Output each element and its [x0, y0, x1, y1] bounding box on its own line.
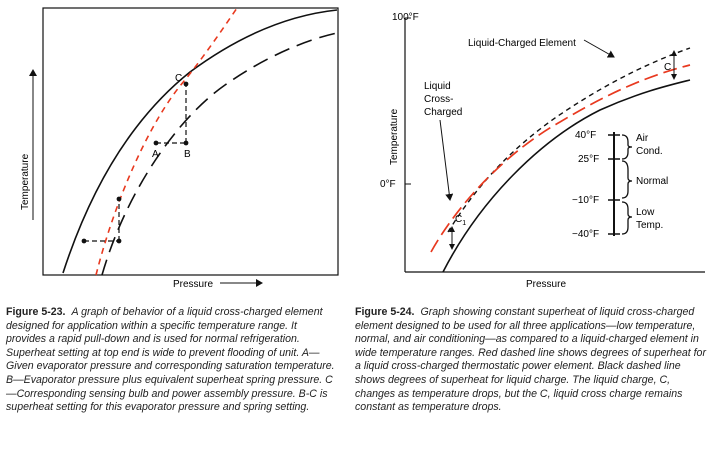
scale-brace-normal	[622, 161, 632, 198]
right-x-axis-label: Pressure	[526, 279, 567, 290]
left-x-axis-label: Pressure	[173, 279, 214, 290]
left-lower-point-1	[82, 239, 87, 244]
right-label-c: C	[664, 62, 672, 73]
right-figure	[380, 12, 705, 290]
right-liquid-charged-leader	[584, 40, 614, 57]
right-label-cross-2: Cross-	[424, 94, 454, 105]
left-black-dashed-curve	[102, 33, 337, 275]
left-point-c	[184, 82, 189, 87]
left-lower-point-3	[117, 197, 122, 202]
right-cross-charged-leader	[440, 120, 450, 200]
right-label-cross-3: Charged	[424, 107, 463, 118]
right-label-c1: $C_1$	[455, 214, 467, 227]
right-y-top-label: 100°F	[392, 12, 419, 23]
scale-label-40: 40°F	[575, 130, 597, 141]
left-caption-text: A graph of behavior of a liquid cross-charged element designed for application within a specific temperature range. It provides a rapid pull-down and is used for normal refrigeration. Superheat setting at top end is wide to prevent flooding of unit. A—Given evaporator pressure and corresponding saturation temperature. B—Evaporator pressure plus equivalent superheat spring pressure. C—Corresponding sensing bulb and power assembly pressure. B-C is superheat setting for this evaporator pressure and spring setting.	[6, 306, 335, 414]
right-y-zero-label: 0°F	[380, 179, 396, 190]
left-point-a	[154, 141, 159, 146]
left-figure-caption	[6, 306, 336, 415]
left-label-b: B	[184, 149, 191, 160]
scale-label-air-1: Air	[636, 133, 649, 144]
left-y-axis-label: Temperature	[20, 153, 31, 210]
scale-label-25: 25°F	[578, 154, 600, 165]
right-caption-text: Graph showing constant superheat of liquid cross-charged element designed to be used for all three applications—low temperature, normal, and air conditioning—as compared to a liquid-charged element in wide temperature ranges. Red dashed line shows degrees of superheat for a liquid cross-charged thermostatic power element. Black dashed line shows degrees of superheat for liquid charge. The liquid charge, C, changes as temperature drops, but the C, liquid cross charge remains constant as temperature drops.	[355, 306, 706, 414]
right-c1-arrow-bottom	[449, 244, 455, 250]
scale-label-low-1: Low	[636, 207, 655, 218]
right-c-arrow-bottom	[671, 74, 677, 80]
scale-label-low-2: Temp.	[636, 220, 664, 231]
scale-brace-air	[622, 135, 632, 159]
right-caption-number: Figure 5-24.	[355, 306, 415, 318]
scale-label-air-2: Cond.	[636, 146, 663, 157]
left-plot-frame	[43, 8, 338, 275]
right-label-cross-1: Liquid	[424, 81, 451, 92]
left-figure	[20, 8, 338, 290]
left-label-c: C	[175, 73, 183, 84]
right-c-arrow-top	[671, 50, 677, 56]
scale-label-minus10: −10°F	[572, 195, 600, 206]
left-label-a: A	[152, 149, 159, 160]
left-point-b	[184, 141, 189, 146]
right-y-axis-label: Temperature	[389, 108, 400, 165]
scale-label-normal: Normal	[636, 176, 669, 187]
right-figure-caption	[355, 306, 707, 415]
right-label-liquid-charged: Liquid-Charged Element	[468, 38, 576, 49]
scale-brace-low	[622, 202, 632, 234]
left-red-dashed-curve	[96, 8, 237, 275]
scale-label-minus40: −40°F	[572, 229, 600, 240]
left-lower-point-2	[117, 239, 122, 244]
left-caption-number: Figure 5-23.	[6, 306, 66, 318]
temperature-range-scale	[572, 130, 668, 240]
left-saturation-curve	[63, 10, 337, 273]
